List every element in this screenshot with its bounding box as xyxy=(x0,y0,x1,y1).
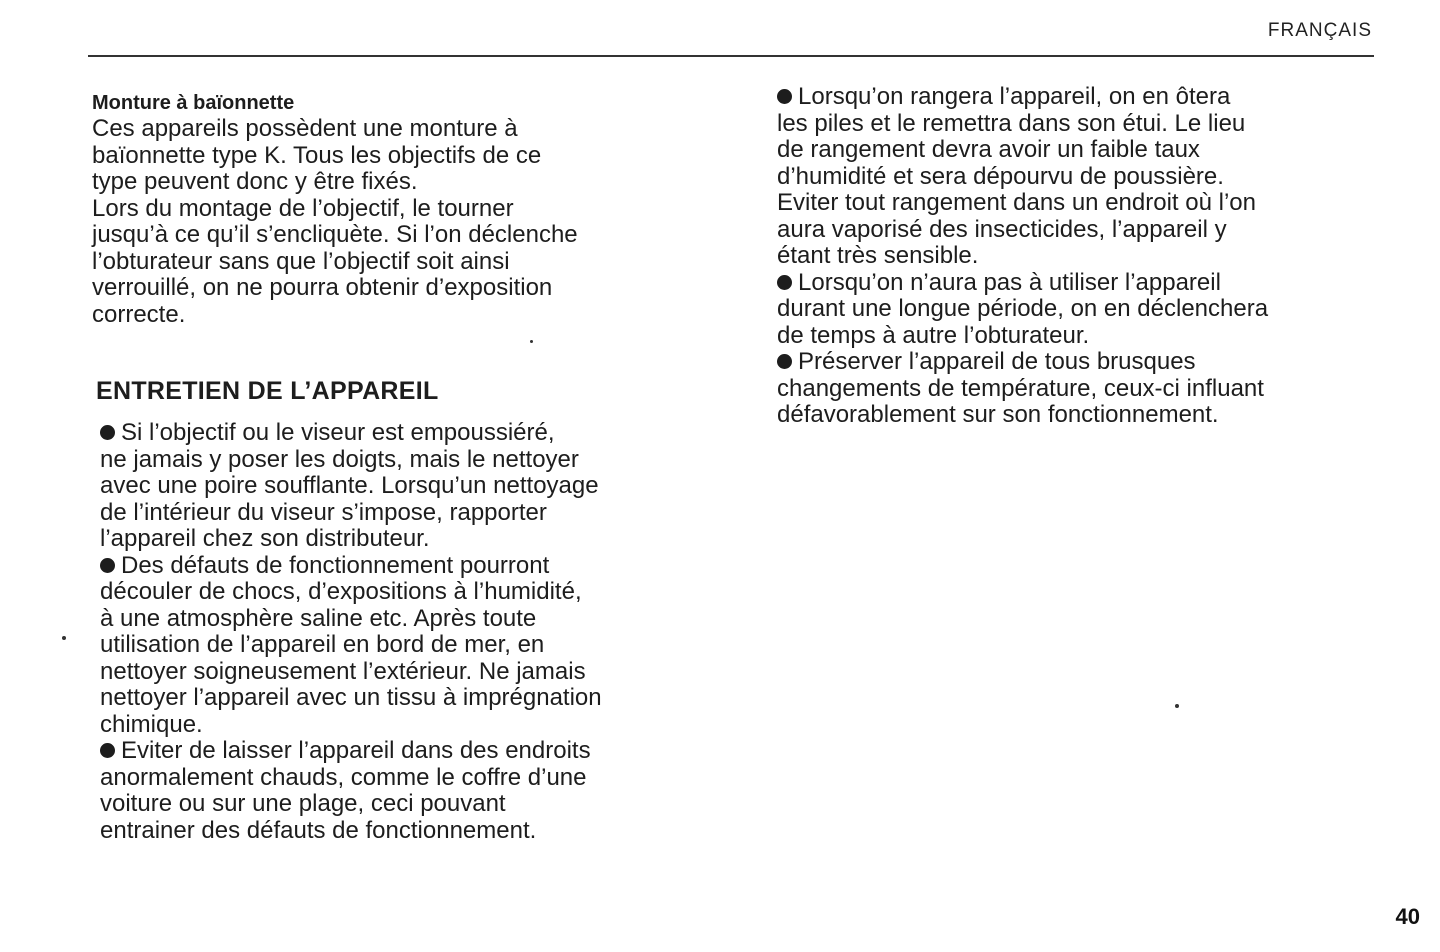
bullet-text: Eviter de laisser l’appareil dans des endroits anormalement chauds, comme le coffre d’une voiture ou sur une plage, ceci pouvant entrainer des défauts de fonctionnement. xyxy=(100,737,591,844)
bullet-text: Si l’objectif ou le viseur est empoussiéré, ne jamais y poser les doigts, mais le nettoyer avec une poire soufflante. Lorsqu’un nettoyage de l’intérieur du viseur s’impose, rapporter l’appareil chez son distributeur. xyxy=(100,419,599,552)
scan-speck xyxy=(62,636,66,640)
list-item xyxy=(100,420,732,553)
bullet-text: Des défauts de fonctionnement pourront découler de chocs, d’expositions à l’humidité, à une atmosphère saline etc. Après toute utilisation de l’appareil en bord de mer, en nettoyer soigneusement l’extérieur. Ne jamais nettoyer l’appareil avec un tissu à imprégnation chimique. xyxy=(100,551,602,738)
bullet-icon xyxy=(777,354,792,369)
maintenance-bullet-list xyxy=(100,420,732,844)
left-column xyxy=(92,90,732,844)
scan-speck xyxy=(1175,704,1179,708)
list-item xyxy=(100,553,732,739)
list-item xyxy=(100,738,732,844)
list-item xyxy=(777,84,1383,270)
bullet-text: Lorsqu’on n’aura pas à utiliser l’appareil durant une longue période, on en déclenchera de temps à autre l’obturateur. xyxy=(777,268,1269,349)
bullet-icon xyxy=(100,743,115,758)
bayonet-mount-subheading: Monture à baïonnette xyxy=(92,92,295,114)
scan-speck xyxy=(530,340,533,343)
header-language: FRANÇAIS xyxy=(1267,20,1372,41)
right-column xyxy=(773,84,1383,429)
bullet-icon xyxy=(100,558,115,573)
bullet-text: Préserver l’appareil de tous brusques changements de température, ceux-ci influant défavorablement sur son fonctionnement. xyxy=(777,348,1264,428)
bullet-icon xyxy=(100,425,115,440)
list-item xyxy=(777,270,1383,350)
header-rule xyxy=(88,55,1374,57)
list-item xyxy=(777,349,1383,429)
bullet-icon xyxy=(777,275,792,290)
maintenance-section-title: ENTRETIEN DE L’APPAREIL xyxy=(96,377,439,405)
page-number: 40 xyxy=(1395,904,1420,929)
storage-bullet-list xyxy=(777,84,1383,429)
bullet-text: Lorsqu’on rangera l’appareil, on en ôtera les piles et le remettra dans son étui. Le lieu de rangement devra avoir un faible taux d’humidité et sera dépourvu de poussière. Eviter tout rangement dans un endroit où l’on aura vaporisé des insecticides, l’appareil y étant très sensible. xyxy=(777,83,1256,269)
bullet-icon xyxy=(777,89,792,104)
bayonet-mount-paragraph: Ces appareils possèdent une monture à baïonnette type K. Tous les objectifs de ce type peuvent donc y être fixés. Lors du montage de l’objectif, le tourner jusqu’à ce qu’il s’encliquète. Si l’on déclenche l’obturateur sans que l’objectif soit ainsi verrouillé, on ne pourra obtenir d’exposition correcte. xyxy=(92,115,578,328)
